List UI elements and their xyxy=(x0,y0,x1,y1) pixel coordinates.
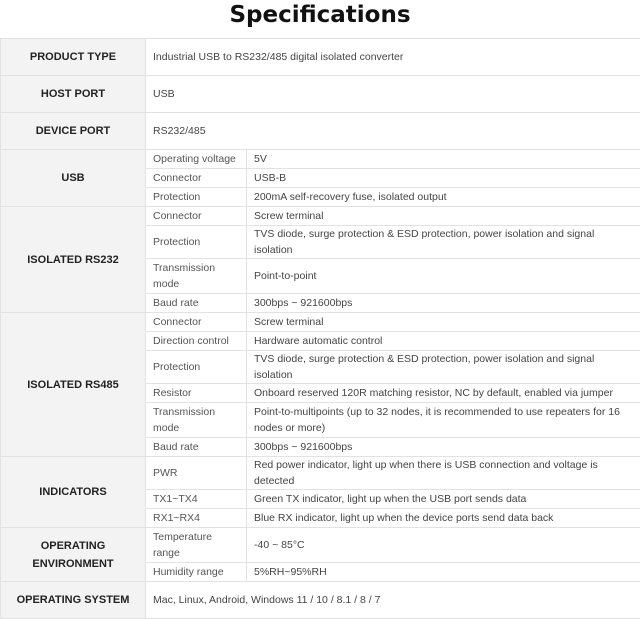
table-row xyxy=(1,582,640,619)
cell-value: Screw terminal xyxy=(247,207,640,226)
table-row xyxy=(1,457,640,490)
cell-value: 5%RH~95%RH xyxy=(247,563,640,582)
cell-value: Screw terminal xyxy=(247,313,640,332)
cell-key: Baud rate xyxy=(146,294,247,313)
cell-key: Operating voltage xyxy=(146,150,247,169)
cell-key: Direction control xyxy=(146,332,247,351)
cell-key: PWR xyxy=(146,457,247,490)
row-header: PRODUCT TYPE xyxy=(1,39,146,76)
cell-value: 200mA self-recovery fuse, isolated output xyxy=(247,188,640,207)
cell-key: Protection xyxy=(146,188,247,207)
cell-value: -40 ~ 85°C xyxy=(247,528,640,563)
cell-value: Hardware automatic control xyxy=(247,332,640,351)
cell-key: Protection xyxy=(146,226,247,259)
cell-key: Protection xyxy=(146,351,247,384)
cell-key: Transmission mode xyxy=(146,259,247,294)
table-row xyxy=(1,150,640,169)
cell-key: Connector xyxy=(146,207,247,226)
cell-key: Temperature range xyxy=(146,528,247,563)
cell-value: Industrial USB to RS232/485 digital isolated converter xyxy=(146,39,640,76)
cell-value: USB-B xyxy=(247,169,640,188)
cell-key: Humidity range xyxy=(146,563,247,582)
table-row xyxy=(1,39,640,76)
cell-value: 300bps ~ 921600bps xyxy=(247,294,640,313)
cell-value: TVS diode, surge protection & ESD protection, power isolation and signal isolation xyxy=(247,351,640,384)
cell-key: Connector xyxy=(146,169,247,188)
cell-value: Onboard reserved 120R matching resistor, NC by default, enabled via jumper xyxy=(247,384,640,403)
table-row xyxy=(1,207,640,226)
cell-value: Blue RX indicator, light up when the device ports send data back xyxy=(247,509,640,528)
cell-key: Connector xyxy=(146,313,247,332)
table-row xyxy=(1,113,640,150)
cell-value: 300bps ~ 921600bps xyxy=(247,438,640,457)
row-header: HOST PORT xyxy=(1,76,146,113)
cell-value: Red power indicator, light up when there is USB connection and voltage is detected xyxy=(247,457,640,490)
cell-value: TVS diode, surge protection & ESD protection, power isolation and signal isolation xyxy=(247,226,640,259)
table-row xyxy=(1,528,640,563)
row-header: ISOLATED RS485 xyxy=(1,313,146,457)
cell-value: RS232/485 xyxy=(146,113,640,150)
table-row xyxy=(1,313,640,332)
cell-key: Resistor xyxy=(146,384,247,403)
row-header: INDICATORS xyxy=(1,457,146,528)
cell-value: Green TX indicator, light up when the USB port sends data xyxy=(247,490,640,509)
cell-key: Transmission mode xyxy=(146,403,247,438)
cell-key: Baud rate xyxy=(146,438,247,457)
cell-key: TX1~TX4 xyxy=(146,490,247,509)
table-row xyxy=(1,76,640,113)
cell-value: 5V xyxy=(247,150,640,169)
row-header: OPERATING SYSTEM xyxy=(1,582,146,619)
specifications-table xyxy=(0,38,640,619)
cell-value: USB xyxy=(146,76,640,113)
cell-value: Point-to-multipoints (up to 32 nodes, it is recommended to use repeaters for 16 nodes or more) xyxy=(247,403,640,438)
row-header: OPERATING ENVIRONMENT xyxy=(1,528,146,582)
row-header: USB xyxy=(1,150,146,207)
cell-value: Mac, Linux, Android, Windows 11 / 10 / 8.1 / 8 / 7 xyxy=(146,582,640,619)
cell-value: Point-to-point xyxy=(247,259,640,294)
row-header: DEVICE PORT xyxy=(1,113,146,150)
cell-key: RX1~RX4 xyxy=(146,509,247,528)
page-title: Specifications xyxy=(0,0,640,38)
row-header: ISOLATED RS232 xyxy=(1,207,146,313)
